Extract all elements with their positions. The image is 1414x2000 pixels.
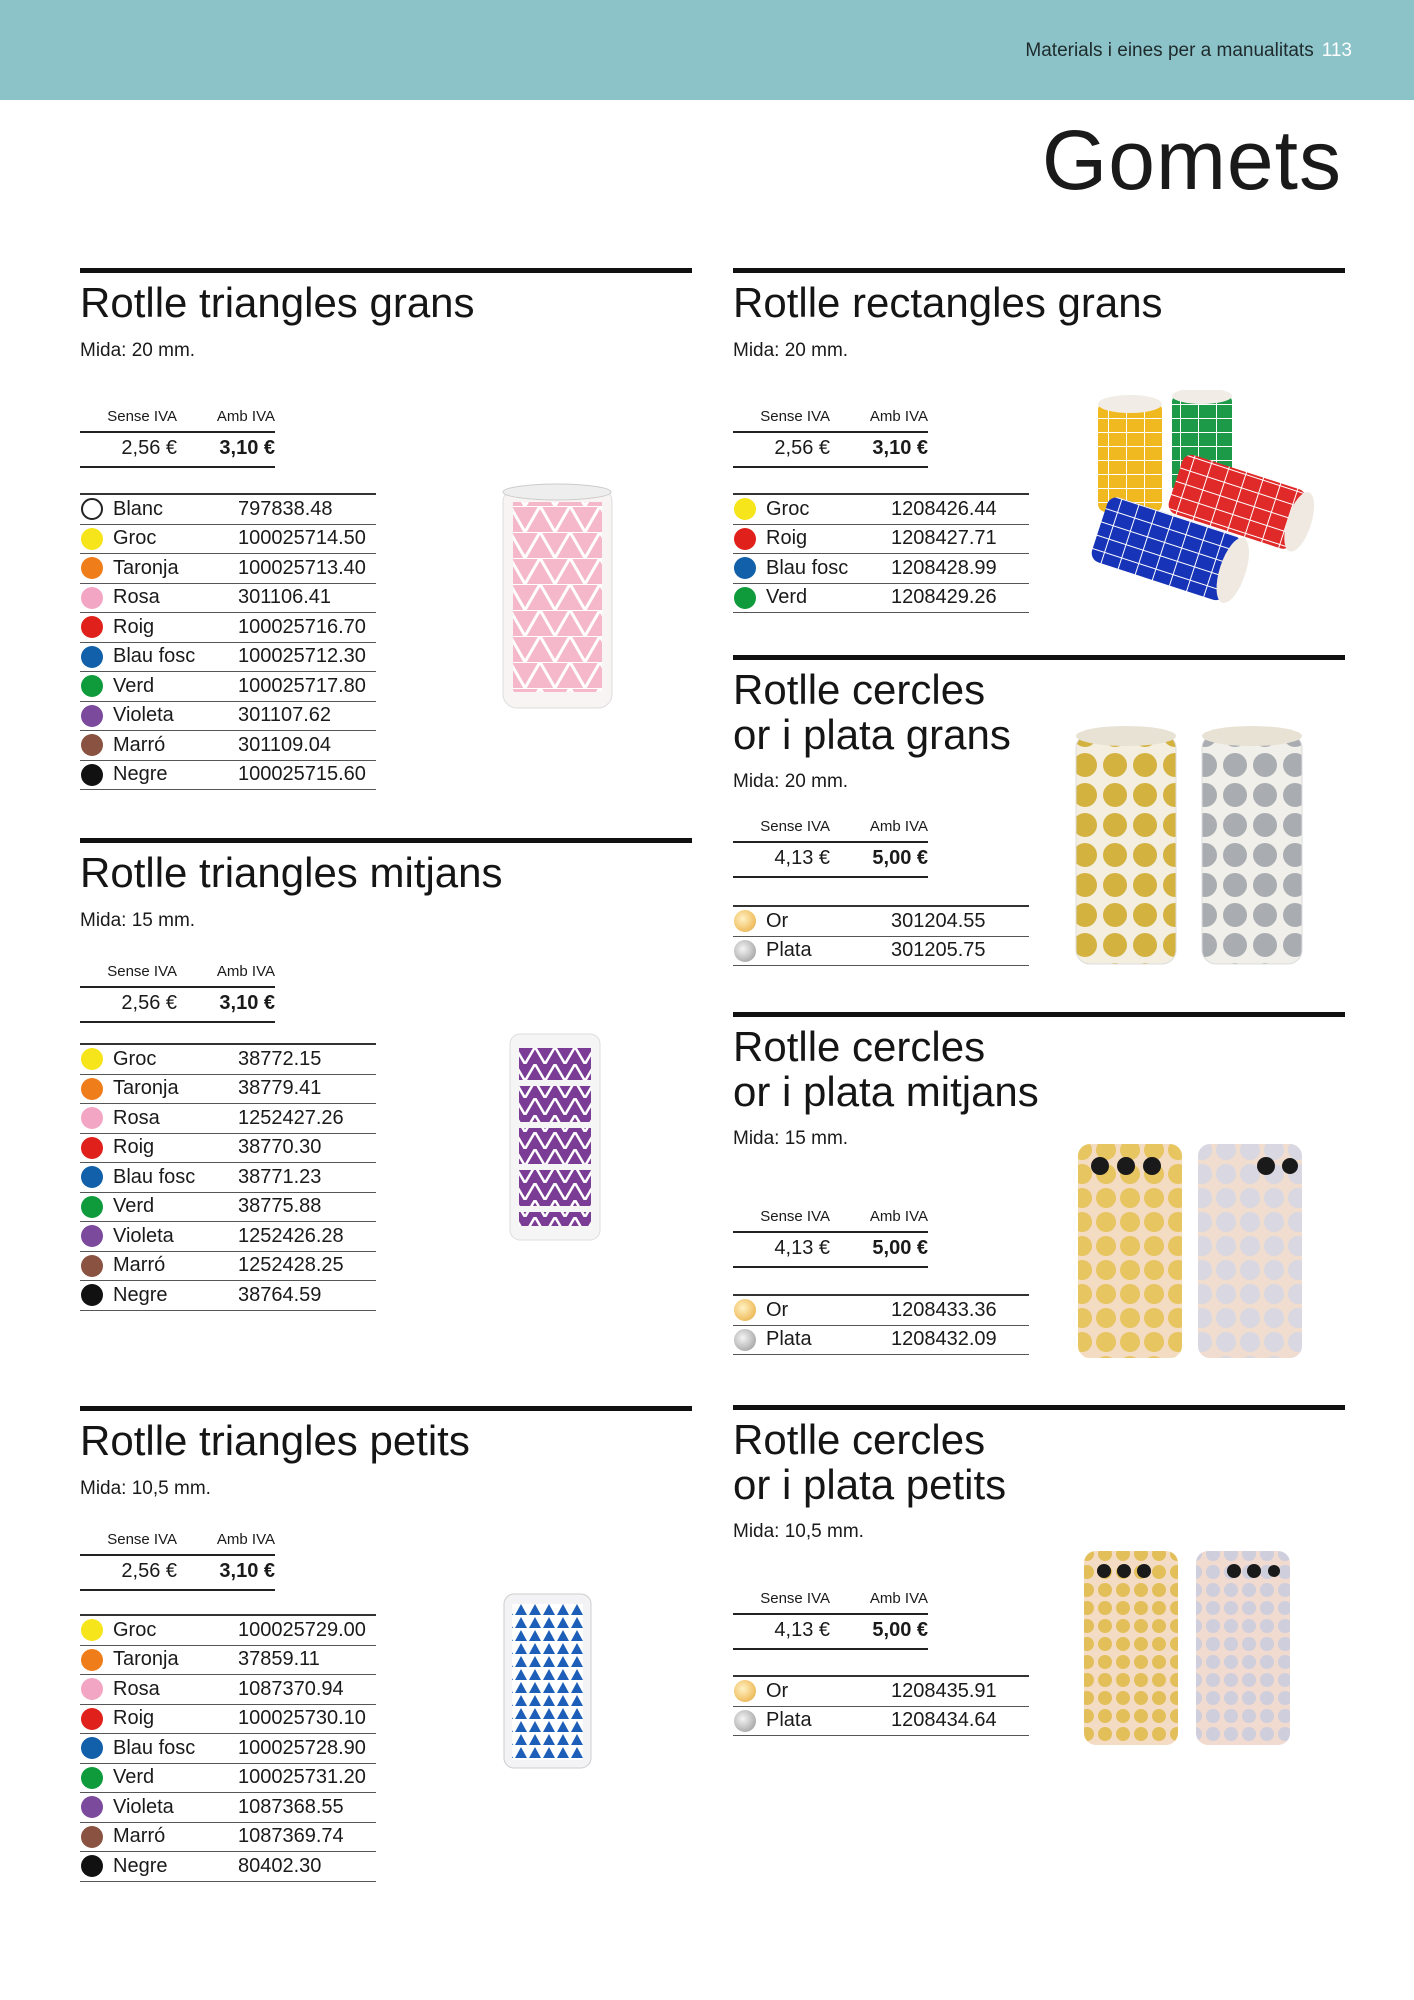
color-name: Groc xyxy=(766,497,810,520)
color-swatch xyxy=(734,528,756,550)
color-name: Negre xyxy=(113,1283,168,1306)
price-table xyxy=(80,963,275,1023)
section-circles-small xyxy=(733,1405,1345,1732)
price-without-vat: 4,13 € xyxy=(774,847,830,869)
price-header-with-vat: Amb IVA xyxy=(869,408,928,425)
price-header-with-vat: Amb IVA xyxy=(216,963,275,980)
price-row xyxy=(733,431,928,468)
price-header-with-vat: Amb IVA xyxy=(216,1531,275,1548)
color-list xyxy=(733,493,1029,613)
color-swatch xyxy=(81,1078,103,1100)
section-title-line1: Rotlle cercles xyxy=(733,1416,986,1463)
color-list xyxy=(80,1614,376,1882)
color-name: Taronja xyxy=(113,1648,179,1671)
color-row xyxy=(80,761,376,791)
price-with-vat: 5,00 € xyxy=(872,847,928,869)
color-row xyxy=(80,1104,376,1134)
color-name: Groc xyxy=(113,527,157,550)
color-row xyxy=(80,1134,376,1164)
color-name: Verd xyxy=(113,1195,155,1218)
color-name: Rosa xyxy=(113,1677,160,1700)
color-name: Blau fosc xyxy=(113,1165,196,1188)
color-row xyxy=(733,554,1029,584)
color-name: Plata xyxy=(766,1709,812,1732)
color-name: Blau fosc xyxy=(766,556,849,579)
section-rule xyxy=(80,268,692,273)
color-row xyxy=(80,584,376,614)
product-code: 1208428.99 xyxy=(891,556,997,579)
color-swatch xyxy=(81,646,103,668)
section-title xyxy=(80,281,692,326)
price-header xyxy=(80,963,275,986)
color-name: Negre xyxy=(113,1854,168,1877)
color-row xyxy=(733,584,1029,614)
color-row xyxy=(733,1677,1029,1707)
category-label: Materials i eines per a manualitats xyxy=(1025,40,1314,61)
color-swatch xyxy=(734,557,756,579)
color-row xyxy=(80,1193,376,1223)
color-name: Groc xyxy=(113,1047,157,1070)
color-name: Verd xyxy=(113,1766,155,1789)
product-code: 1208435.91 xyxy=(891,1679,997,1702)
size-label: Mida: 15 mm. xyxy=(80,909,196,931)
product-code: 301106.41 xyxy=(238,586,332,609)
price-without-vat: 2,56 € xyxy=(121,1560,177,1582)
section-title-line1: Rotlle triangles grans xyxy=(80,279,475,326)
size-label: Mida: 15 mm. xyxy=(733,1128,849,1150)
color-row xyxy=(80,643,376,673)
color-swatch xyxy=(734,1680,756,1702)
color-row xyxy=(733,1296,1029,1326)
section-title-line1: Rotlle triangles petits xyxy=(80,1417,470,1464)
color-list xyxy=(733,1675,1029,1736)
color-row xyxy=(80,525,376,555)
color-swatch xyxy=(734,587,756,609)
color-name: Violeta xyxy=(113,1795,174,1818)
color-name: Verd xyxy=(766,586,808,609)
color-row xyxy=(80,1163,376,1193)
product-code: 301205.75 xyxy=(891,939,986,962)
color-name: Blau fosc xyxy=(113,1736,196,1759)
product-code: 1087370.94 xyxy=(238,1677,344,1700)
product-code: 100025731.20 xyxy=(238,1766,366,1789)
price-with-vat: 3,10 € xyxy=(219,437,275,459)
triangles-large-roll-image xyxy=(495,480,620,715)
price-header xyxy=(80,1531,275,1554)
product-code: 1252426.28 xyxy=(238,1224,344,1247)
price-row xyxy=(80,431,275,468)
price-row xyxy=(733,1231,928,1268)
product-code: 1208434.64 xyxy=(891,1709,997,1732)
color-name: Roig xyxy=(113,1136,155,1159)
product-code: 100025714.50 xyxy=(238,527,366,550)
color-row xyxy=(80,1616,376,1646)
color-swatch xyxy=(81,1678,103,1700)
price-without-vat: 4,13 € xyxy=(774,1237,830,1259)
circles-small-rolls-image xyxy=(1078,1545,1303,1750)
product-code: 38770.30 xyxy=(238,1136,322,1159)
price-header-without-vat: Sense IVA xyxy=(107,963,177,980)
color-list xyxy=(733,905,1029,966)
color-row xyxy=(80,1075,376,1105)
color-row xyxy=(80,1734,376,1764)
price-header-with-vat: Amb IVA xyxy=(869,818,928,835)
section-circles-medium xyxy=(733,1012,1345,1351)
triangles-small-roll-image xyxy=(500,1590,595,1772)
color-swatch xyxy=(81,616,103,638)
color-row xyxy=(80,672,376,702)
color-name: Violeta xyxy=(113,1224,174,1247)
color-list xyxy=(733,1294,1029,1355)
product-code: 100025728.90 xyxy=(238,1736,366,1759)
price-table xyxy=(80,1531,275,1591)
section-title-line2: or i plata petits xyxy=(733,1460,1007,1508)
price-table xyxy=(80,408,275,468)
color-swatch xyxy=(81,734,103,756)
color-row xyxy=(80,1764,376,1794)
color-row xyxy=(80,1852,376,1882)
section-title xyxy=(80,1419,692,1464)
color-row xyxy=(80,613,376,643)
color-name: Verd xyxy=(113,674,155,697)
color-swatch xyxy=(81,498,103,520)
color-swatch xyxy=(81,1255,103,1277)
color-row xyxy=(80,1646,376,1676)
product-code: 38764.59 xyxy=(238,1283,322,1306)
color-swatch xyxy=(734,1329,756,1351)
color-name: Taronja xyxy=(113,1077,179,1100)
color-row xyxy=(80,495,376,525)
color-name: Marró xyxy=(113,1825,166,1848)
color-row xyxy=(80,702,376,732)
price-without-vat: 2,56 € xyxy=(121,992,177,1014)
section-triangles-medium xyxy=(80,838,692,1306)
price-with-vat: 3,10 € xyxy=(219,992,275,1014)
price-header-with-vat: Amb IVA xyxy=(869,1590,928,1607)
product-code: 1208427.71 xyxy=(891,527,997,550)
color-swatch xyxy=(81,1796,103,1818)
color-swatch xyxy=(81,1284,103,1306)
color-swatch xyxy=(81,1737,103,1759)
color-swatch xyxy=(734,940,756,962)
price-header-without-vat: Sense IVA xyxy=(107,1531,177,1548)
color-row xyxy=(733,1707,1029,1737)
color-swatch xyxy=(81,1107,103,1129)
color-name: Rosa xyxy=(113,1106,160,1129)
color-swatch xyxy=(81,1166,103,1188)
price-without-vat: 2,56 € xyxy=(774,437,830,459)
price-row xyxy=(80,986,275,1023)
color-swatch xyxy=(81,587,103,609)
section-rule xyxy=(733,1012,1345,1017)
color-name: Roig xyxy=(113,1707,155,1730)
color-swatch xyxy=(81,764,103,786)
price-header-without-vat: Sense IVA xyxy=(760,818,830,835)
color-swatch xyxy=(81,1619,103,1641)
price-with-vat: 5,00 € xyxy=(872,1619,928,1641)
color-swatch xyxy=(734,1710,756,1732)
color-list xyxy=(80,493,376,790)
color-row xyxy=(733,1326,1029,1356)
product-code: 38779.41 xyxy=(238,1077,322,1100)
rectangles-large-rolls-image xyxy=(1090,390,1320,610)
color-name: Taronja xyxy=(113,556,179,579)
price-without-vat: 2,56 € xyxy=(121,437,177,459)
product-code: 301204.55 xyxy=(891,909,986,932)
color-row xyxy=(80,1222,376,1252)
color-row xyxy=(80,1793,376,1823)
size-label: Mida: 20 mm. xyxy=(733,771,849,793)
size-label: Mida: 10,5 mm. xyxy=(733,1521,864,1543)
section-rule xyxy=(733,268,1345,273)
section-title xyxy=(733,1025,1345,1114)
section-rule xyxy=(80,838,692,843)
section-rule xyxy=(80,1406,692,1411)
color-name: Roig xyxy=(766,527,808,550)
section-rule xyxy=(733,655,1345,660)
section-rule xyxy=(733,1405,1345,1410)
color-name: Blau fosc xyxy=(113,645,196,668)
color-row xyxy=(733,937,1029,967)
section-title xyxy=(733,281,1345,326)
price-header-with-vat: Amb IVA xyxy=(216,408,275,425)
circles-medium-rolls-image xyxy=(1070,1138,1310,1363)
color-swatch xyxy=(734,1299,756,1321)
section-title xyxy=(733,1418,1345,1507)
color-list xyxy=(80,1043,376,1311)
triangles-medium-roll-image xyxy=(505,1030,605,1245)
page-number: 113 xyxy=(1321,40,1352,61)
section-triangles-small xyxy=(80,1406,692,1877)
section-rectangles-large xyxy=(733,268,1345,609)
product-code: 100025715.60 xyxy=(238,763,366,786)
section-title-line1: Rotlle cercles xyxy=(733,1023,986,1070)
color-name: Roig xyxy=(113,615,155,638)
product-code: 797838.48 xyxy=(238,497,333,520)
product-code: 1252427.26 xyxy=(238,1106,344,1129)
color-swatch xyxy=(81,528,103,550)
section-title-line1: Rotlle triangles mitjans xyxy=(80,849,503,896)
price-table xyxy=(733,818,928,878)
size-label: Mida: 20 mm. xyxy=(733,339,849,361)
product-code: 38772.15 xyxy=(238,1047,322,1070)
price-header xyxy=(733,818,928,841)
price-table xyxy=(733,1590,928,1650)
header-category xyxy=(1025,40,1352,62)
section-title-line2: or i plata mitjans xyxy=(733,1067,1039,1115)
price-row xyxy=(733,841,928,878)
color-swatch xyxy=(81,1708,103,1730)
color-name: Groc xyxy=(113,1618,157,1641)
color-name: Blanc xyxy=(113,497,164,520)
price-with-vat: 3,10 € xyxy=(872,437,928,459)
product-code: 1208432.09 xyxy=(891,1328,997,1351)
color-row xyxy=(733,525,1029,555)
price-header xyxy=(80,408,275,431)
color-swatch xyxy=(81,1826,103,1848)
product-code: 80402.30 xyxy=(238,1854,322,1877)
product-code: 1208433.36 xyxy=(891,1298,997,1321)
color-name: Marró xyxy=(113,733,166,756)
product-code: 1087368.55 xyxy=(238,1795,344,1818)
header-bar xyxy=(0,0,1414,100)
color-name: Or xyxy=(766,909,789,932)
color-swatch xyxy=(81,1855,103,1877)
price-table xyxy=(733,408,928,468)
color-swatch xyxy=(81,1196,103,1218)
color-swatch xyxy=(734,498,756,520)
color-swatch xyxy=(81,675,103,697)
section-title-line2: or i plata grans xyxy=(733,710,1011,758)
color-name: Violeta xyxy=(113,704,174,727)
color-name: Or xyxy=(766,1679,789,1702)
price-header-without-vat: Sense IVA xyxy=(760,1208,830,1225)
color-row xyxy=(733,907,1029,937)
price-table xyxy=(733,1208,928,1268)
product-code: 1208426.44 xyxy=(891,497,997,520)
price-with-vat: 5,00 € xyxy=(872,1237,928,1259)
color-row xyxy=(80,1252,376,1282)
product-code: 1087369.74 xyxy=(238,1825,344,1848)
color-swatch xyxy=(81,1649,103,1671)
price-header xyxy=(733,1590,928,1613)
section-triangles-large xyxy=(80,268,692,786)
color-swatch xyxy=(81,1767,103,1789)
product-code: 100025730.10 xyxy=(238,1707,366,1730)
color-row xyxy=(80,1045,376,1075)
color-swatch xyxy=(81,557,103,579)
color-name: Plata xyxy=(766,1328,812,1351)
product-code: 1208429.26 xyxy=(891,586,997,609)
color-row xyxy=(80,554,376,584)
section-title-line1: Rotlle cercles xyxy=(733,666,986,713)
color-name: Or xyxy=(766,1298,789,1321)
price-row xyxy=(733,1613,928,1650)
product-code: 1252428.25 xyxy=(238,1254,344,1277)
product-code: 100025712.30 xyxy=(238,645,366,668)
color-name: Rosa xyxy=(113,586,160,609)
price-with-vat: 3,10 € xyxy=(219,1560,275,1582)
size-label: Mida: 20 mm. xyxy=(80,339,196,361)
color-name: Marró xyxy=(113,1254,166,1277)
color-name: Negre xyxy=(113,763,168,786)
price-header xyxy=(733,408,928,431)
color-name: Plata xyxy=(766,939,812,962)
color-row xyxy=(733,495,1029,525)
price-header xyxy=(733,1208,928,1231)
product-code: 301107.62 xyxy=(238,704,332,727)
price-header-with-vat: Amb IVA xyxy=(869,1208,928,1225)
color-swatch xyxy=(81,1048,103,1070)
color-swatch xyxy=(81,1225,103,1247)
product-code: 100025717.80 xyxy=(238,674,366,697)
price-without-vat: 4,13 € xyxy=(774,1619,830,1641)
page-title: Gomets xyxy=(1041,113,1342,207)
size-label: Mida: 10,5 mm. xyxy=(80,1477,211,1499)
color-row xyxy=(80,1281,376,1311)
color-row xyxy=(80,1675,376,1705)
product-code: 100025729.00 xyxy=(238,1618,366,1641)
price-row xyxy=(80,1554,275,1591)
circles-large-rolls-image xyxy=(1070,720,1310,970)
product-code: 37859.11 xyxy=(238,1648,320,1671)
product-code: 100025713.40 xyxy=(238,556,366,579)
color-swatch xyxy=(734,910,756,932)
product-code: 301109.04 xyxy=(238,733,332,756)
color-row xyxy=(80,731,376,761)
product-code: 100025716.70 xyxy=(238,615,366,638)
product-code: 38771.23 xyxy=(238,1165,322,1188)
section-title-line1: Rotlle rectangles grans xyxy=(733,279,1163,326)
price-header-without-vat: Sense IVA xyxy=(107,408,177,425)
color-row xyxy=(80,1705,376,1735)
color-swatch xyxy=(81,705,103,727)
price-header-without-vat: Sense IVA xyxy=(760,1590,830,1607)
section-title xyxy=(80,851,692,896)
color-row xyxy=(80,1823,376,1853)
color-swatch xyxy=(81,1137,103,1159)
price-header-without-vat: Sense IVA xyxy=(760,408,830,425)
product-code: 38775.88 xyxy=(238,1195,322,1218)
